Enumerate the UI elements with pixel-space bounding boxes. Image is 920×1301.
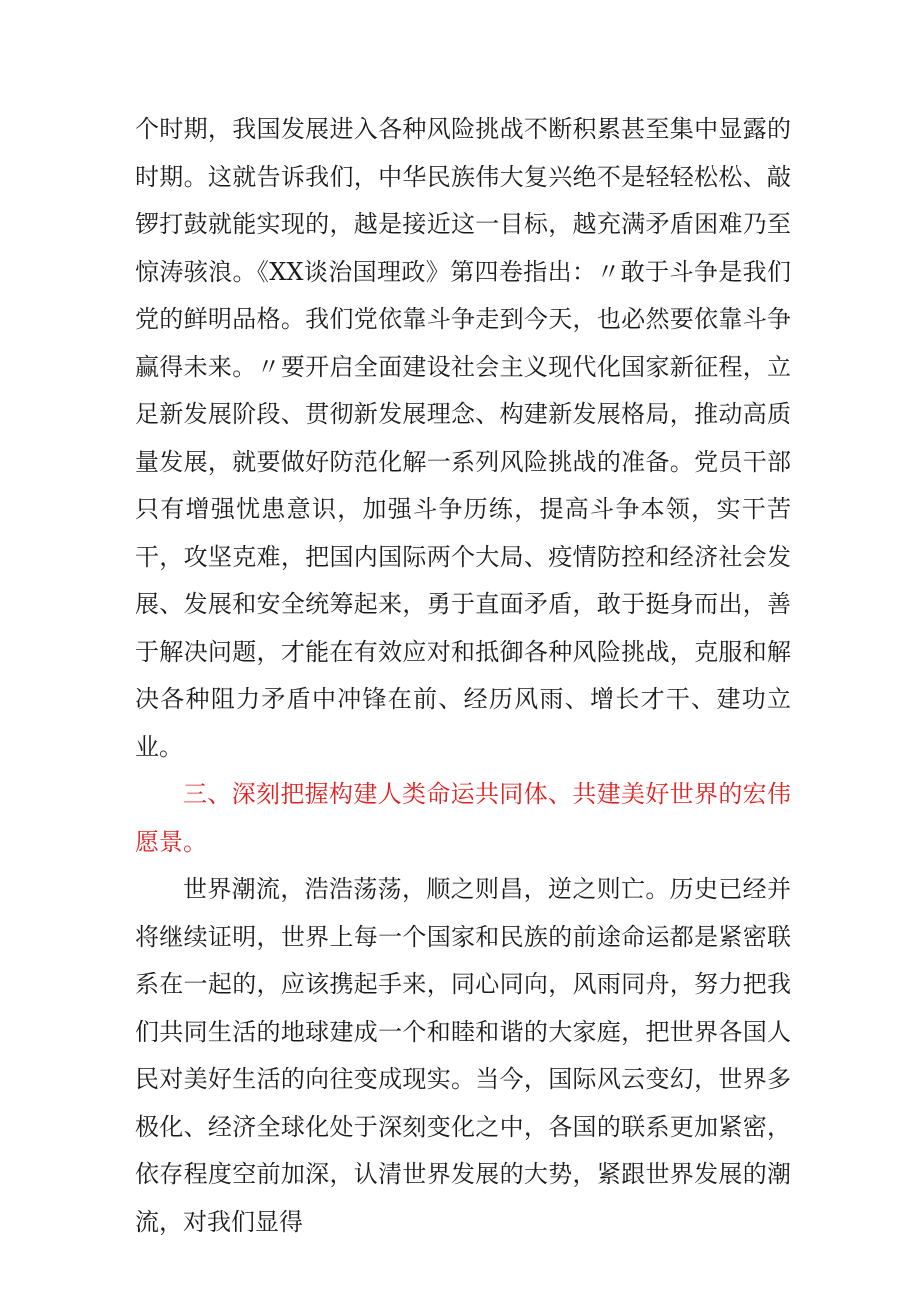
- body-paragraph-risk-challenges: 个时期，我国发展进入各种风险挑战不断积累甚至集中显露的时期。这就告诉我们，中华民族伟大复兴绝不是轻轻松松、敲锣打鼓就能实现的，越是接近这一目标，越充满矛盾困难乃至惊涛骇浪。《XX谈治国理政》第四卷指出：〃敢于斗争是我们党的鲜明品格。我们党依靠斗争走到今天，也必然要依靠斗争赢得未来。〃要开启全面建设社会主义现代化国家新征程，立足新发展阶段、贯彻新发展理念、构建新发展格局，推动高质量发展，就要做好防范化解一系列风险挑战的准备。党员干部只有增强忧患意识，加强斗争历练，提高斗争本领，实干苦干，攻坚克难，把国内国际两个大局、疫情防控和经济社会发展、发展和安全统筹起来，勇于直面矛盾，敢于挺身而出，善于解决问题，才能在有效应对和抵御各种风险挑战，克服和解决各种阻力矛盾中冲锋在前、经历风雨、增长才干、建功立业。: [135, 115, 791, 761]
- body-paragraph-world-trends: 世界潮流，浩浩荡荡，顺之则昌，逆之则亡。历史已经并将继续证明，世界上每一个国家和民族的前途命运都是紧密联系在一起的，应该携起手来，同心同向，风雨同舟，努力把我们共同生活的地球建成一个和睦和谐的大家庭，把世界各国人民对美好生活的向往变成现实。当今，国际风云变幻，世界多极化、经济全球化处于深刻变化之中，各国的联系更加紧密，依存程度空前加深，认清世界发展的大势，紧跟世界发展的潮流，对我们显得: [135, 875, 791, 1236]
- section-heading-three: 三、深刻把握构建人类命运共同体、共建美好世界的宏伟愿景。: [135, 780, 791, 856]
- document-body: [135, 106, 791, 1246]
